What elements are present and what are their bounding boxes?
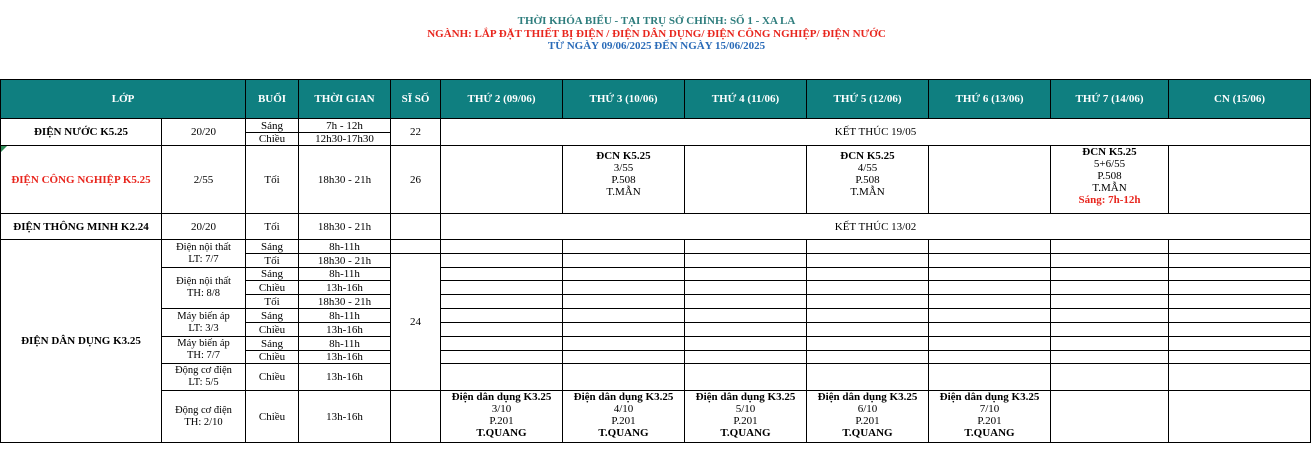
day-cell-empty [929, 240, 1051, 254]
day-cell-empty [1169, 309, 1311, 323]
lesson-cell [1051, 146, 1169, 214]
lesson-cell [685, 391, 807, 443]
day-cell-empty [441, 281, 563, 295]
module-name [162, 240, 246, 268]
day-cell-empty [1169, 268, 1311, 281]
day-cell-empty [929, 309, 1051, 323]
day-cell-empty [1169, 240, 1311, 254]
col-header-thoigian: THỜI GIAN [299, 80, 391, 119]
day-cell-empty [563, 309, 685, 323]
table-row [1, 309, 1311, 323]
module-title: Động cơ điện [175, 365, 232, 376]
table-header-row [1, 80, 1311, 119]
class-size: 24 [391, 254, 441, 391]
module-name [162, 268, 246, 309]
session-label: Sáng [246, 268, 299, 281]
session-time: 13h-16h [299, 364, 391, 391]
session-label: Chiều [246, 391, 299, 443]
module-title: Máy biến áp [177, 310, 230, 322]
session-time: 18h30 - 21h [299, 295, 391, 309]
table-row [1, 337, 1311, 351]
session-label: Chiều [246, 323, 299, 337]
day-cell-empty [929, 364, 1051, 391]
col-header-cn: CN (15/06) [1169, 80, 1311, 119]
session-label: Tối [246, 214, 299, 240]
day-cell-empty [807, 295, 929, 309]
table-row [1, 268, 1311, 281]
day-cell-empty [807, 337, 929, 351]
day-cell-empty [929, 146, 1051, 214]
col-header-thu2: THỨ 2 (09/06) [441, 80, 563, 119]
table-row [1, 240, 1311, 254]
lesson-teacher: T.MẪN [1092, 182, 1127, 194]
module-progress: LT: 5/5 [188, 377, 219, 388]
col-header-siso: SĨ SỐ [391, 80, 441, 119]
lesson-teacher: T.QUANG [720, 427, 771, 439]
lesson-room: P.201 [611, 415, 636, 427]
lesson-room: P.508 [855, 174, 880, 186]
day-cell-empty [441, 268, 563, 281]
lesson-progress: 5/10 [735, 403, 756, 415]
day-cell-empty [685, 295, 807, 309]
lesson-cell [807, 391, 929, 443]
lesson-class: Điện dân dụng K3.25 [451, 391, 552, 403]
day-cell-empty [441, 295, 563, 309]
day-cell-empty [1169, 295, 1311, 309]
session-label: Tối [246, 146, 299, 214]
lesson-teacher: T.MẪN [606, 186, 641, 198]
session-time: 13h-16h [299, 391, 391, 443]
lesson-progress: 4/10 [613, 403, 634, 415]
class-progress: 20/20 [162, 214, 246, 240]
lesson-class: Điện dân dụng K3.25 [817, 391, 918, 403]
session-label: Chiều [246, 281, 299, 295]
schedule-header [0, 0, 1313, 63]
day-cell-empty [1051, 240, 1169, 254]
day-cell-empty [807, 323, 929, 337]
session-label: Tối [246, 254, 299, 268]
session-time: 8h-11h [299, 337, 391, 351]
day-cell-empty [685, 323, 807, 337]
lesson-progress: 6/10 [857, 403, 878, 415]
module-name [162, 391, 246, 443]
session-time: 7h - 12h [299, 119, 391, 133]
module-progress: LT: 3/3 [188, 322, 219, 334]
session-label: Sáng [246, 119, 299, 133]
day-cell-empty [807, 281, 929, 295]
day-cell-empty [563, 281, 685, 295]
session-time: 8h-11h [299, 240, 391, 254]
module-title: Điện nội thất [176, 241, 231, 253]
class-end-note: KẾT THÚC 13/02 [441, 214, 1311, 240]
day-cell-empty [929, 337, 1051, 351]
table-row [1, 146, 1311, 214]
module-name [162, 364, 246, 391]
schedule-table [0, 79, 1311, 443]
session-label: Tối [246, 295, 299, 309]
session-label: Sáng [246, 337, 299, 351]
lesson-room: P.508 [611, 174, 636, 186]
day-cell-empty [1051, 295, 1169, 309]
day-cell-empty [1051, 391, 1169, 443]
table-row [1, 214, 1311, 240]
day-cell-empty [1051, 337, 1169, 351]
day-cell-empty [563, 337, 685, 351]
session-label: Chiều [246, 351, 299, 364]
day-cell-empty [1169, 146, 1311, 214]
day-cell-empty [1051, 351, 1169, 364]
day-cell-empty [441, 309, 563, 323]
day-cell-empty [441, 254, 563, 268]
schedule-title: THỜI KHÓA BIỂU - TẠI TRỤ SỞ CHÍNH: SỐ 1 - XA LA [517, 15, 796, 27]
class-name: ĐIỆN CÔNG NGHIỆP K5.25 [1, 146, 162, 214]
module-progress: TH: 8/8 [187, 288, 220, 299]
col-header-thu4: THỨ 4 (11/06) [685, 80, 807, 119]
class-size-empty [391, 240, 441, 254]
day-cell-empty [685, 268, 807, 281]
lesson-progress: 7/10 [979, 403, 1000, 415]
day-cell-empty [441, 337, 563, 351]
day-cell-empty [685, 240, 807, 254]
schedule-department: NGÀNH: LẮP ĐẶT THIẾT BỊ ĐIỆN / ĐIỆN DÂN DỤNG/ ĐIỆN CÔNG NGHIỆP/ ĐIỆN NƯỚC [427, 27, 886, 40]
day-cell-empty [1169, 323, 1311, 337]
lesson-cell [929, 391, 1051, 443]
module-progress: LT: 7/7 [188, 253, 219, 265]
class-name: ĐIỆN DÂN DỤNG K3.25 [1, 240, 162, 443]
class-size: 26 [391, 146, 441, 214]
table-row [1, 364, 1311, 391]
col-header-thu5: THỨ 5 (12/06) [807, 80, 929, 119]
day-cell-empty [807, 268, 929, 281]
class-name: ĐIỆN THÔNG MINH K2.24 [1, 214, 162, 240]
day-cell-empty [807, 351, 929, 364]
session-time: 13h-16h [299, 281, 391, 295]
class-size: 22 [391, 119, 441, 146]
day-cell-empty [929, 295, 1051, 309]
lesson-cell [807, 146, 929, 214]
day-cell-empty [441, 240, 563, 254]
day-cell-empty [1051, 323, 1169, 337]
day-cell-empty [1169, 254, 1311, 268]
day-cell-empty [1051, 364, 1169, 391]
col-header-thu3: THỨ 3 (10/06) [563, 80, 685, 119]
lesson-teacher: T.QUANG [476, 427, 527, 439]
table-row [1, 391, 1311, 443]
class-size-empty [391, 391, 441, 443]
session-time: 13h-16h [299, 351, 391, 364]
day-cell-empty [1051, 281, 1169, 295]
day-cell-empty [807, 254, 929, 268]
lesson-cell [441, 391, 563, 443]
day-cell-empty [1169, 281, 1311, 295]
lesson-progress: 3/55 [613, 162, 634, 174]
session-time: 18h30 - 21h [299, 214, 391, 240]
day-cell-empty [929, 351, 1051, 364]
day-cell-empty [441, 364, 563, 391]
lesson-cell [563, 146, 685, 214]
lesson-time-note: Sáng: 7h-12h [1078, 194, 1141, 206]
session-time: 18h30 - 21h [299, 146, 391, 214]
lesson-class: ĐCN K5.25 [596, 150, 651, 162]
col-header-buoi: BUỔI [246, 80, 299, 119]
col-header-thu6: THỨ 6 (13/06) [929, 80, 1051, 119]
day-cell-empty [1169, 364, 1311, 391]
col-header-lop: LỚP [1, 80, 246, 119]
module-name [162, 309, 246, 337]
day-cell-empty [563, 254, 685, 268]
class-progress: 20/20 [162, 119, 246, 146]
session-label: Sáng [246, 240, 299, 254]
module-title: Điện nội thất [176, 276, 231, 287]
session-label: Chiều [246, 133, 299, 146]
session-label: Sáng [246, 309, 299, 323]
session-time: 13h-16h [299, 323, 391, 337]
lesson-progress: 5+6/55 [1093, 158, 1126, 170]
lesson-room: P.201 [733, 415, 758, 427]
lesson-teacher: T.MẪN [850, 186, 885, 198]
lesson-class: Điện dân dụng K3.25 [695, 391, 796, 403]
module-title: Động cơ điện [175, 404, 232, 416]
lesson-teacher: T.QUANG [964, 427, 1015, 439]
day-cell-empty [1051, 254, 1169, 268]
class-end-note: KẾT THÚC 19/05 [441, 119, 1311, 146]
session-time: 12h30-17h30 [299, 133, 391, 146]
day-cell-empty [685, 351, 807, 364]
day-cell-empty [1169, 391, 1311, 443]
day-cell-empty [685, 364, 807, 391]
lesson-cell [563, 391, 685, 443]
module-title: Máy biến áp [177, 338, 230, 349]
day-cell-empty [685, 309, 807, 323]
day-cell-empty [1169, 351, 1311, 364]
day-cell-empty [1051, 268, 1169, 281]
day-cell-empty [685, 254, 807, 268]
day-cell-empty [929, 323, 1051, 337]
lesson-teacher: T.QUANG [598, 427, 649, 439]
lesson-room: P.508 [1097, 170, 1122, 182]
day-cell-empty [929, 254, 1051, 268]
schedule-date-range: TỪ NGÀY 09/06/2025 ĐẾN NGÀY 15/06/2025 [547, 40, 766, 52]
day-cell-empty [929, 268, 1051, 281]
class-name: ĐIỆN NƯỚC K5.25 [1, 119, 162, 146]
module-progress: TH: 2/10 [184, 416, 223, 428]
lesson-room: P.201 [977, 415, 1002, 427]
day-cell-empty [441, 146, 563, 214]
class-progress: 2/55 [162, 146, 246, 214]
day-cell-empty [563, 323, 685, 337]
col-header-thu7: THỨ 7 (14/06) [1051, 80, 1169, 119]
day-cell-empty [807, 240, 929, 254]
lesson-class: ĐCN K5.25 [1082, 146, 1137, 158]
session-time: 18h30 - 21h [299, 254, 391, 268]
day-cell-empty [807, 364, 929, 391]
lesson-class: Điện dân dụng K3.25 [939, 391, 1040, 403]
day-cell-empty [1051, 309, 1169, 323]
lesson-room: P.201 [489, 415, 514, 427]
day-cell-empty [685, 281, 807, 295]
day-cell-empty [685, 146, 807, 214]
lesson-progress: 4/55 [857, 162, 878, 174]
class-size-empty [391, 214, 441, 240]
session-time: 8h-11h [299, 268, 391, 281]
day-cell-empty [563, 240, 685, 254]
day-cell-empty [929, 281, 1051, 295]
lesson-class: Điện dân dụng K3.25 [573, 391, 674, 403]
module-progress: TH: 7/7 [187, 350, 220, 361]
day-cell-empty [563, 268, 685, 281]
day-cell-empty [563, 295, 685, 309]
day-cell-empty [563, 351, 685, 364]
lesson-class: ĐCN K5.25 [840, 150, 895, 162]
session-label: Chiều [246, 364, 299, 391]
lesson-room: P.201 [855, 415, 880, 427]
table-row [1, 119, 1311, 133]
lesson-teacher: T.QUANG [842, 427, 893, 439]
session-time: 8h-11h [299, 309, 391, 323]
day-cell-empty [441, 323, 563, 337]
module-name [162, 337, 246, 364]
day-cell-empty [563, 364, 685, 391]
day-cell-empty [807, 309, 929, 323]
day-cell-empty [685, 337, 807, 351]
day-cell-empty [1169, 337, 1311, 351]
day-cell-empty [441, 351, 563, 364]
lesson-progress: 3/10 [491, 403, 512, 415]
